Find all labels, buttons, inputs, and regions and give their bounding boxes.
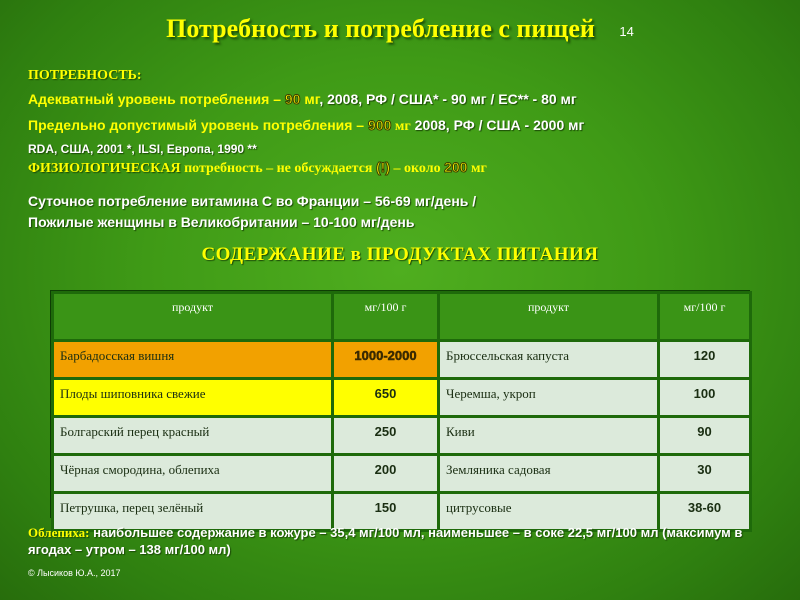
- need-heading-text: ПОТРЕБНОСТЬ:: [28, 68, 142, 83]
- table-row: [53, 455, 751, 493]
- footnote: [28, 524, 788, 558]
- physio-unit: мг: [467, 161, 487, 176]
- product-left: Барбадосская вишня: [53, 341, 333, 379]
- consumption-text-1: Суточное потребление витамина С во Франции – 56-69 мг/день /: [28, 193, 477, 209]
- section-heading: СОДЕРЖАНИЕ в ПРОДУКТАХ ПИТАНИЯ: [201, 244, 599, 265]
- physio-mid: потребность – не обсуждается: [180, 161, 377, 176]
- physio-mid2: – около: [390, 161, 445, 176]
- need-heading: [28, 66, 142, 84]
- value-right: 120: [659, 341, 751, 379]
- table-row: [53, 417, 751, 455]
- content-table-container: [50, 290, 750, 518]
- slide-title: [0, 14, 800, 44]
- footnote-label: Облепиха:: [28, 525, 90, 540]
- header-product-left: продукт: [53, 293, 333, 341]
- upper-label: Предельно допустимый уровень потребления –: [28, 117, 368, 133]
- rda-text: RDA, США, 2001 *, ILSI, Европа, 1990 **: [28, 142, 257, 156]
- product-right: Брюссельская капуста: [439, 341, 659, 379]
- upper-rest: 2008, РФ / США - 2000 мг: [410, 117, 585, 133]
- adequate-rest: , 2008, РФ / США* - 90 мг / ЕС** - 80 мг: [319, 91, 577, 107]
- product-left: Петрушка, перец зелёный: [53, 493, 333, 531]
- upper-unit: мг: [391, 119, 411, 134]
- footnote-text: наибольшее содержание в кожуре – 35,4 мг/100 мл, наименьшее – в соке 22,5 мг/100 мл (максимум в ягодах – утром – 138 мг/100 мл): [28, 525, 743, 557]
- adequate-line: [28, 91, 577, 107]
- page-number: 14: [619, 23, 634, 39]
- value-right: 30: [659, 455, 751, 493]
- consumption-line-2: [28, 214, 414, 230]
- product-right: Земляника садовая: [439, 455, 659, 493]
- adequate-unit: мг: [300, 91, 320, 107]
- value-right: 38-60: [659, 493, 751, 531]
- adequate-value: 90: [284, 91, 301, 107]
- physio-line: [28, 159, 487, 177]
- rda-line: [28, 142, 257, 156]
- table-row: [53, 379, 751, 417]
- upper-value: 900: [368, 117, 392, 133]
- consumption-line-1: [28, 193, 476, 209]
- value-left: 250: [333, 417, 439, 455]
- value-right: 100: [659, 379, 751, 417]
- value-right: 90: [659, 417, 751, 455]
- product-right: цитрусовые: [439, 493, 659, 531]
- product-left: Чёрная смородина, облепиха: [53, 455, 333, 493]
- table-header-row: [53, 293, 751, 341]
- header-value-right: мг/100 г: [659, 293, 751, 341]
- content-table: [51, 291, 752, 532]
- upper-line: [28, 117, 584, 135]
- slide-title-text: Потребность и потребление с пищей: [166, 14, 595, 43]
- value-left: 200: [333, 455, 439, 493]
- table-row: [53, 341, 751, 379]
- value-left: 1000-2000: [333, 341, 439, 379]
- copyright: © Лысиков Ю.А., 2017: [28, 568, 121, 578]
- product-left: Плоды шиповника свежие: [53, 379, 333, 417]
- value-left: 150: [333, 493, 439, 531]
- physio-mark: (!): [376, 159, 391, 175]
- adequate-label: Адекватный уровень потребления –: [28, 91, 285, 107]
- product-right: Киви: [439, 417, 659, 455]
- header-product-right: продукт: [439, 293, 659, 341]
- product-right: Черемша, укроп: [439, 379, 659, 417]
- physio-value: 200: [444, 159, 468, 175]
- product-left: Болгарский перец красный: [53, 417, 333, 455]
- header-value-left: мг/100 г: [333, 293, 439, 341]
- value-left: 650: [333, 379, 439, 417]
- consumption-text-2: Пожилые женщины в Великобритании – 10-100 мг/день: [28, 214, 415, 230]
- physio-label: ФИЗИОЛОГИЧЕСКАЯ: [28, 161, 181, 176]
